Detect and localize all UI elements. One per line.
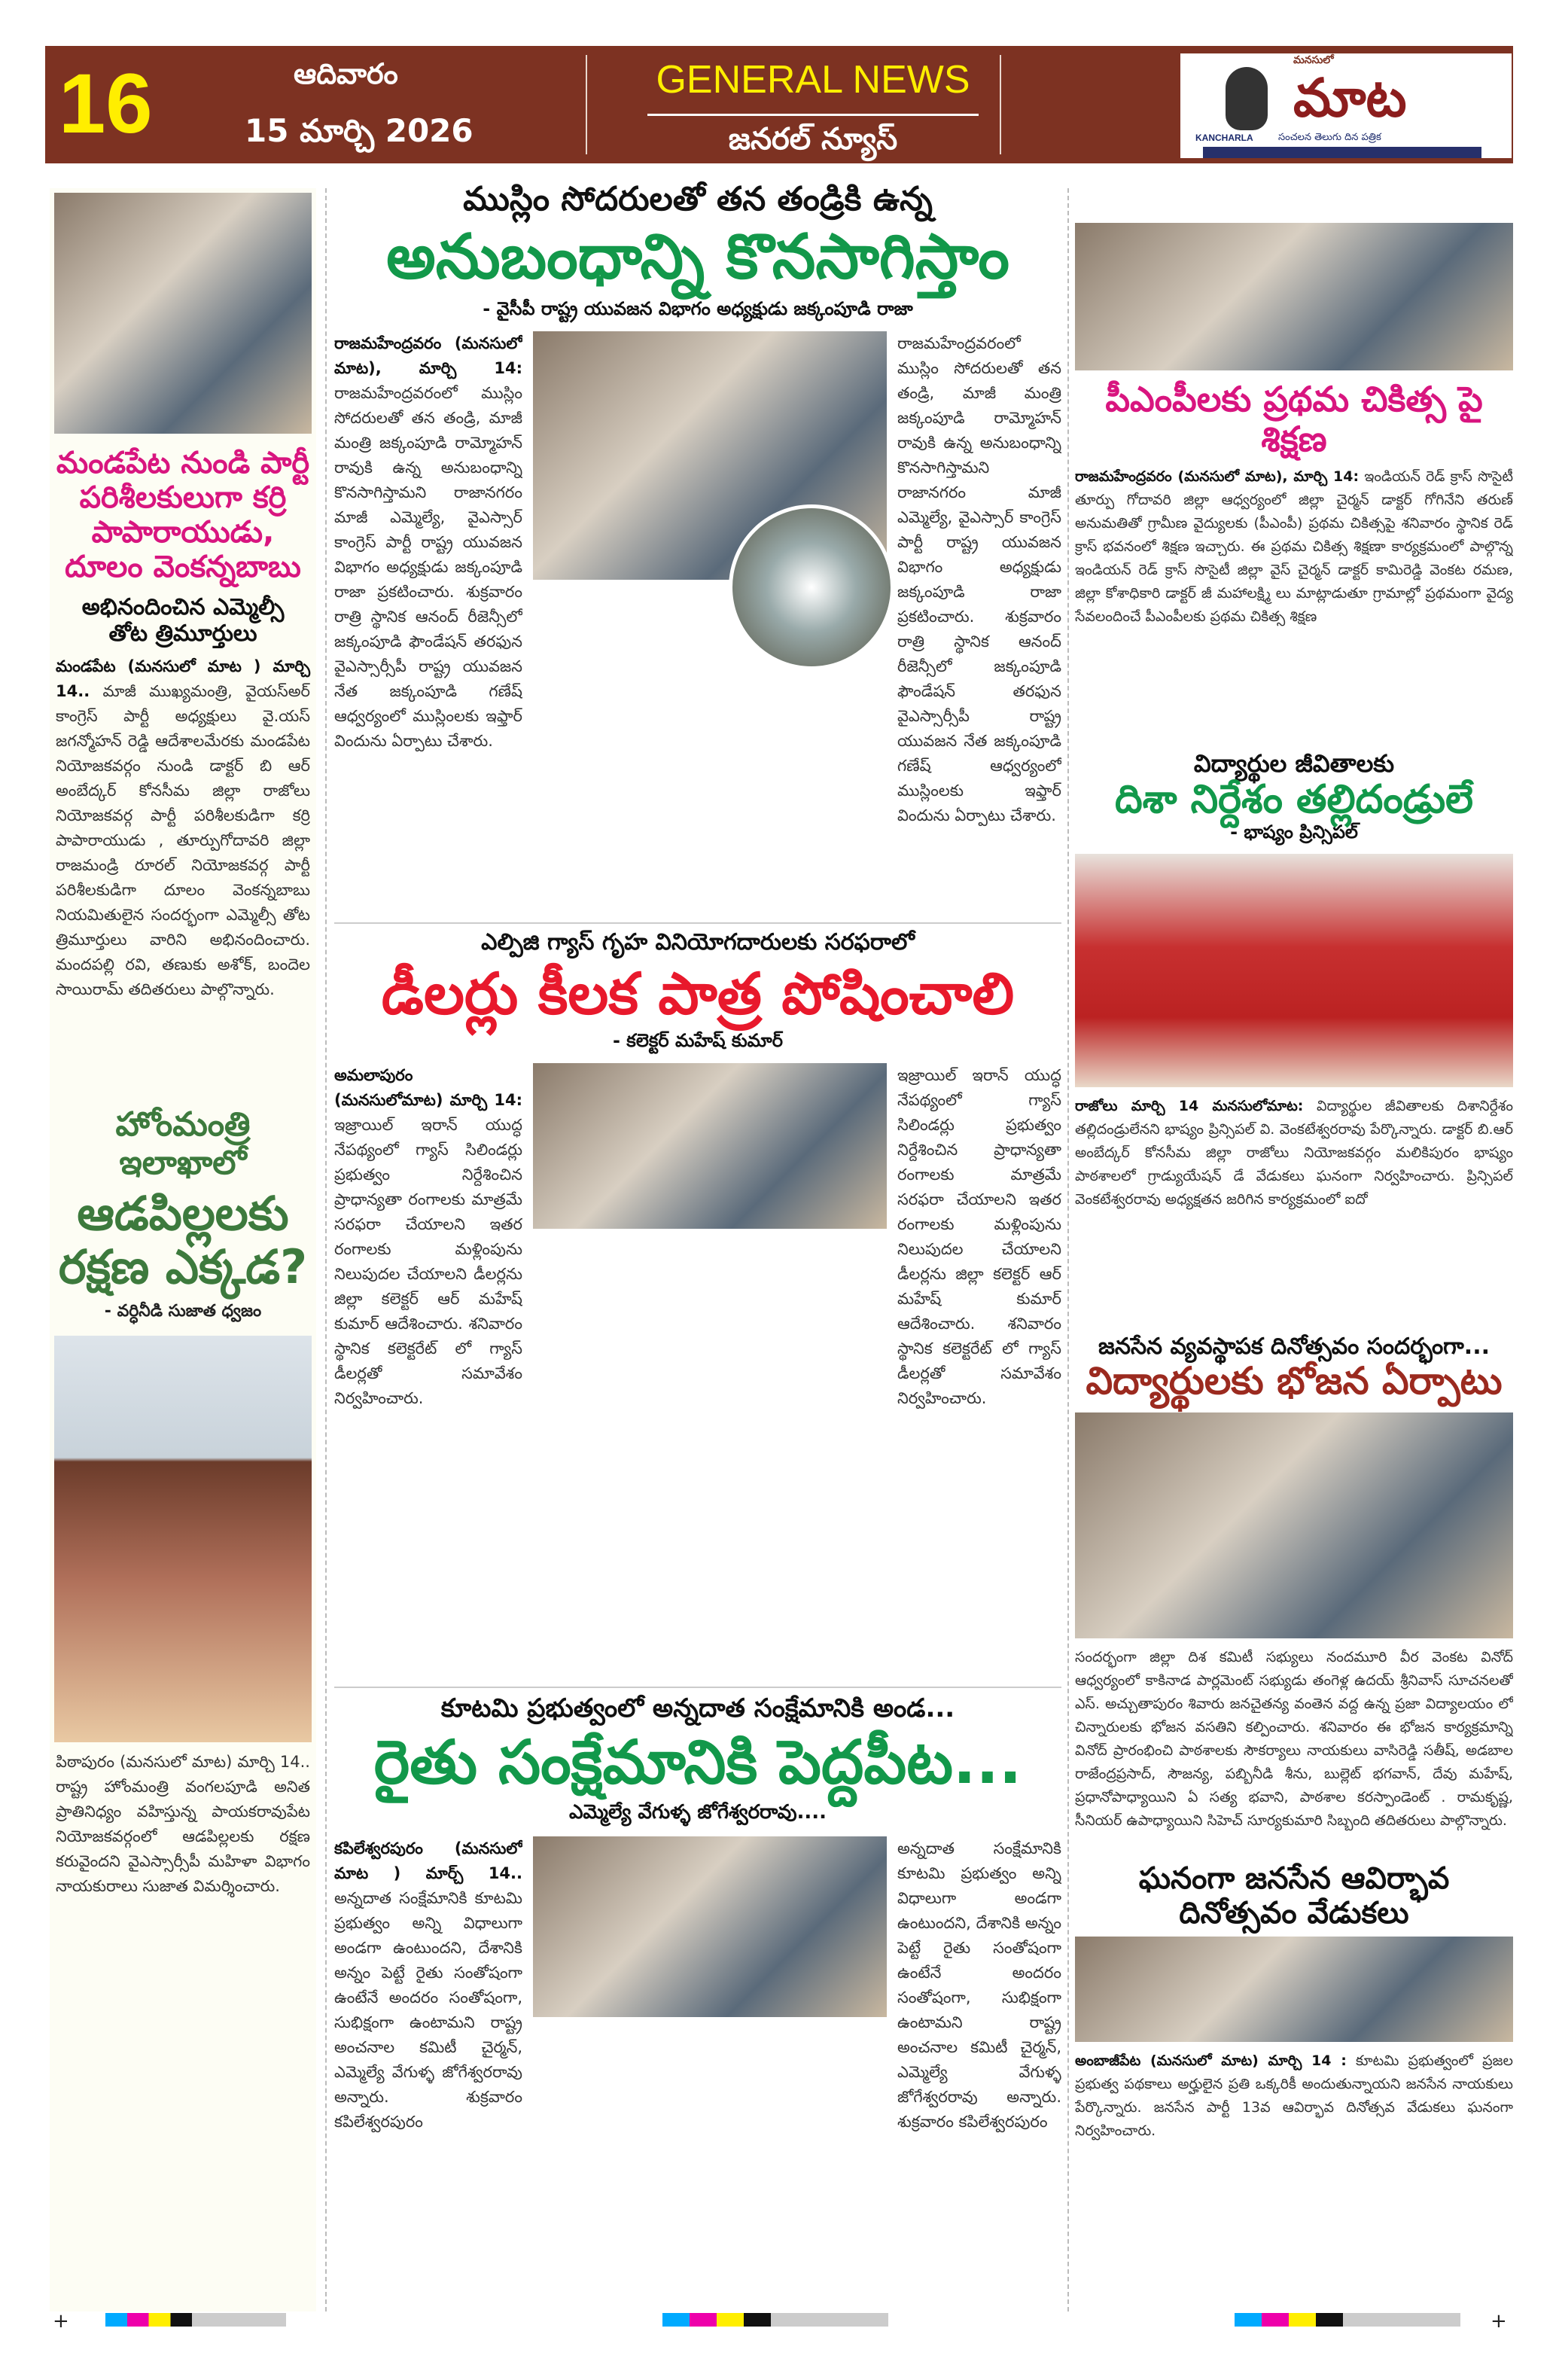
article-text: విద్యార్థుల జీవితాలకు దిశానిర్దేశం తల్లిదండ్రులేనని భాష్యం ప్రిన్సిపల్ వి. వెంకటేశ్వరరావు పేర్కొన్నారు. డాక్టర్ బి.ఆర్ అంబేద్కర్ కోనసీమ జిల్లా రాజోలు నియోజకవర్గం మలికిపురం భాష్యం పాఠశాలలో గ్రాడ్యుయేషన్ డే వేడుకలు ఘనంగా నిర్వహించారు. ప్రిన్సిపల్ వెంకటేశ్వరరావు అధ్యక్షతన జరిగిన కార్యక్రమంలో ఐదో [1075,1097,1513,1208]
byline: ఎమ్మెల్యే వేగుళ్ళ జోగేశ్వరరావు.... [568,1801,827,1824]
divider [586,55,587,154]
article-kicker: కూటమి ప్రభుత్వంలో అన్నదాత సంక్షేమానికి అండ... [440,1693,955,1723]
article-headline: దిశా నిర్దేశం తల్లిదండ్రులే [1114,776,1474,822]
founder-portrait-icon [1226,67,1268,130]
column-divider [325,188,327,2311]
page-number: 16 [59,56,153,151]
divider [647,114,979,116]
dateline: రాజమహేంద్రవరం (మనసులో మాట), మార్చి 14: [334,334,522,378]
article-kicker: జనసేన వ్యవస్థాపక దినోత్సవం సందర్భంగా... [1098,1333,1490,1360]
article-body [1075,2049,1513,2298]
article-body-col3: అన్నదాత సంక్షేమానికి కూటమి ప్రభుత్వం అన్ని విధాలుగా అండగా ఉంటుందని, దేశానికి అన్నం పెట్టే రైతు సంతోషంగా ఉంటేనే అందరం సంతోషంగా, సుభిక్షంగా ఉంటామని రాష్ట్ర అంచనాల కమిటీ చైర్మన్, ఎమ్మెల్యే వేగుళ్ళ జోగేశ్వరరావు అన్నారు. శుక్రవారం కపిలేశ్వరపురం [897,1839,1061,2131]
article-headline: మండపేట నుండి పార్టీ పరిశీలకులుగా కర్రి పాపారాయుడు, దూలం వెంకన్నబాబు [56,446,310,584]
article-subheadline: అభినందించిన ఎమ్మెల్సీ తోట త్రిమూర్తులు [81,594,285,647]
article-text: మాజీ ముఖ్యమంత్రి, వైయస్అర్ కాంగ్రెస్ పార్టీ అధ్యక్షులు వై.యస్ జగన్మోహన్ రెడ్డి ఆదేశాలమేరకు మండపేట నియోజకవర్గం నుండి డాక్టర్ బి ఆర్ అంబేద్కర్ కోనసీమ జిల్లా రాజోలు నియోజకవర్గ పార్టీ పరిశీలకుడిగా కర్రి పాపారాయుడు , తూర్పుగోదావరి జిల్లా రాజమండ్రి రూరల్ నియోజకవర్గ పార్టీ పరిశీలకుడిగా దూలం వెంకన్నబాబు నియమితులైన సందర్భంగా ఎమ్మెల్సీ తోట త్రిమూర్తులు వారిని అభినందించారు. [56,682,310,949]
divider [1000,55,1001,154]
logo-brand: KANCHARLA [1195,133,1253,143]
masthead-bar [45,46,1513,163]
byline: - వైసీపీ రాష్ట్ర యువజన విభాగం అధ్యక్షుడు జక్కంపూడి రాజా [483,297,913,319]
woman-portrait-photo [54,1336,312,1742]
article-headline: రైతు సంక్షేమానికి పెద్దపీట... [373,1727,1022,1798]
farmer-article [334,1687,1061,2281]
article-text-closing: నాయకులు వాసిరెడ్డి సతీష్, అడబాల రాజేంద్రప్రసాద్, సౌజన్య, పబ్బినీడి శీను, బుల్లెట్ భగవాన్, దేవు మహేష్, ప్రధానోపాధ్యాయిని ఏ సత్య భవాని, పాఠశాల కరస్పాండెంట్ . రామకృష్ణ, సీనియర్ ఉపాధ్యాయిని సిహెచ్ సూర్యకుమారి సిబ్బంది తదితరులు పాల్గొన్నారు. [1075,1742,1513,1829]
article-headline: డీలర్లు కీలక పాత్ర పోషించాలి [381,959,1015,1027]
article-body [1075,465,1513,744]
training-group-photo [1075,223,1513,370]
article-body [1075,1646,1513,1857]
article-text: రాజమహేంద్రవరంలో ముస్లిం సోదరులతో తన తండ్రి, మాజీ మంత్రి జక్కంపూడి రామ్మోహన్ రావుకి ఉన్న అనుబంధాన్ని కొనసాగిస్తామని రాజానగరం మాజీ ఎమ్మెల్యే, వైఎస్సార్ కాంగ్రెస్ పార్టీ రాష్ట్ర యువజన విభాగం అధ్యక్షుడు జక్కంపూడి రాజా ప్రకటించారు. శుక్రవారం రాత్రి స్థానిక ఆనంద్ రీజెన్సీలో జక్కంపూడి ఫౌండేషన్ తరఫున వైఎస్సార్సీపీ రాష్ట్ర యువజన నేత జక్కంపూడి గణేష్ ఆధ్వర్యంలో ముస్లింలకు ఇఫ్తార్ విందును ఏర్పాటు చేశారు. [334,384,522,751]
color-bar [105,2313,286,2327]
newspaper-logo[interactable] [1180,53,1512,158]
section-title-te: జనరల్ న్యూస్ [728,122,898,157]
article-text: సందర్భంగా జిల్లా దిశ కమిటీ సభ్యులు నందమూరి వీర వెంకట వినోద్ ఆధ్వర్యంలో కాకినాడ పార్లమెంట్ సభ్యుడు తంగెళ్ల ఉదయ్ శ్రీనివాస్ సూచనలతో ఎస్. అచ్చుతాపురం శివారు జనచైతన్య వంతెన వద్ద ఉన్న ప్రజా విద్యాలయం లో చిన్నారులకు భోజన వసతిని కల్పించారు. శనివారం ఈ భోజన కార్యక్రమాన్ని వినోద్ ప్రారంభించి పాఠశాలకు సౌకర్యాలు [1075,1648,1513,1759]
issue-date: 15 మార్చి 2026 [245,112,473,149]
article-headline: పీఎంపీలకు ప్రథమ చికిత్స పై శిక్షణ [1105,379,1483,459]
collector-meeting-photo [533,1063,887,1229]
right-column [1075,223,1513,2298]
dateline: అమలాపురం (మనసులోమాట) మార్చి 14: [334,1066,522,1110]
dateline: రాజోలు మార్చి 14 మనసులోమాట: [1075,1097,1304,1114]
byline: - కలెక్టర్ మహేష్ కుమార్ [612,1029,784,1051]
logo-tagline: సంచలన తెలుగు దిన పత్రిక [1278,132,1381,143]
issue-day: ఆదివారం [294,57,398,90]
lpg-article [334,922,1061,1665]
article-body-col1 [334,1063,522,1665]
article-text: ఇజ్రాయిల్ ఇరాన్ యుద్ధ నేపథ్యంలో గ్యాస్ సిలిండర్లు ప్రభుత్వం నిర్దేశించిన ప్రాధాన్యతా రంగాలకు మాత్రమే సరఫరా చేయాలని ఇతర రంగాలకు మళ్లింపును నిలుపుదల చేయాలని డీలర్లను జిల్లా కలెక్టర్ ఆర్ మహేష్ కుమార్ ఆదేశించారు. శనివారం స్థానిక కలెక్టరేట్ లో గ్యాస్ డీలర్లతో సమావేశం నిర్వహించారు. [334,1116,522,1408]
article-body-col3: ఇజ్రాయిల్ ఇరాన్ యుద్ధ నేపథ్యంలో గ్యాస్ సిలిండర్లు ప్రభుత్వం నిర్దేశించిన ప్రాధాన్యతా రంగాలకు మాత్రమే సరఫరా చేయాలని ఇతర రంగాలకు మళ్లింపును నిలుపుదల చేయాలని డీలర్లను జిల్లా కలెక్టర్ ఆర్ మహేష్ కుమార్ ఆదేశించారు. శనివారం స్థానిక కలెక్టరేట్ లో గ్యాస్ డీలర్లతో సమావేశం నిర్వహించారు. [897,1066,1061,1408]
color-bar [662,2313,888,2327]
logo-bar [1203,147,1481,158]
article-headline: విద్యార్థులకు భోజన ఏర్పాటు [1086,1359,1503,1403]
lead-article [334,181,1061,888]
article-kicker: విద్యార్థుల జీవితాలకు [1193,748,1395,778]
janasena-celebration-photo [1075,1937,1513,2042]
registration-mark-icon: + [53,2310,69,2333]
article-kicker: హోంమంత్రి ఇలాఖాలో [115,1105,251,1182]
article-body [1075,1095,1513,1328]
article-kicker: ఎల్పిజి గ్యాస్ గృహ వినియోగదారులకు సరఫరాలో [481,929,915,955]
article-body [50,647,316,1099]
article-text: అన్నదాత సంక్షేమానికి కూటమి ప్రభుత్వం అన్ని విధాలుగా అండగా ఉంటుందని, దేశానికి అన్నం పెట్టే రైతు సంతోషంగా ఉంటేనే అందరం సంతోషంగా, సుభిక్షంగా ఉంటామని రాష్ట్ర అంచనాల కమిటీ చైర్మన్, ఎమ్మెల్యే వేగుళ్ళ జోగేశ్వరరావు అన్నారు. శుక్రవారం కపిలేశ్వరపురం [334,1888,522,2131]
logo-small-text: మనసులో [1293,54,1334,66]
article-headline: అనుబంధాన్ని కొనసాగిస్తాం [386,221,1009,293]
article-headline: ఆడపిల్లలకు రక్షణ ఎక్కడ? [58,1186,308,1295]
color-bar [1235,2313,1460,2327]
logo-title: మాట [1293,66,1407,129]
graduation-day-photo [1075,854,1513,1087]
article-text: ఇండియన్ రెడ్ క్రాస్ సొసైటీ తూర్పు గోదావరి జిల్లా ఆధ్వర్యంలో జిల్లా చైర్మన్ డాక్టర్ గోగినేని తరుణ్ అనుమతితో గ్రామీణ వైద్యులకు (పీఎంపీ) ప్రథమ చికిత్సపై శనివారం స్థానిక రెడ్ క్రాస్ భవనంలో శిక్షణ ఇచ్చారు. ఈ ప్రథమ చికిత్స శిక్షణా కార్యక్రమంలో పాల్గొన్న ఇండియన్ రెడ్ క్రాస్ సొసైటీ జిల్లా వైస్ చైర్మన్ డాక్టర్ కామిరెడ్డి వెంకట రమణ, జిల్లా కోశాధికారి డాక్టర్ జీ మహాలక్ష్మి లు మాట్లాడుతూ గ్రామాల్లో ప్రథమంగా వైద్య సేవలందించే పీఎంపీలకు ప్రథమ చికిత్స శిక్షణ [1075,468,1513,625]
article-body-col3: రాజమహేంద్రవరంలో ముస్లిం సోదరులతో తన తండ్రి, మాజీ మంత్రి జక్కంపూడి రామ్మోహన్ రావుకి ఉన్న అనుబంధాన్ని కొనసాగిస్తామని రాజానగరం మాజీ ఎమ్మెల్యే, వైఎస్సార్ కాంగ్రెస్ పార్టీ రాష్ట్ర యువజన విభాగం అధ్యక్షుడు జక్కంపూడి రాజా ప్రకటించారు. శుక్రవారం రాత్రి స్థానిక ఆనంద్ రీజెన్సీలో జక్కంపూడి ఫౌండేషన్ తరఫున వైఎస్సార్సీపీ రాష్ట్ర యువజన నేత జక్కంపూడి గణేష్ ఆధ్వర్యంలో ముస్లింలకు ఇఫ్తార్ విందును ఏర్పాటు చేశారు. [897,334,1061,825]
article-headline: ఘనంగా జనసేన ఆవిర్భావ దినోత్సవం వేడుకలు [1138,1860,1450,1931]
article-text: కూటమి ప్రభుత్వంలో ప్రజల ప్రభుత్వ పథకాలు అర్హులైన ప్రతి ఒక్కరికీ అందుతున్నాయని జనసేన నాయకులు పేర్కొన్నారు. జనసేన పార్టీ 13వ ఆవిర్భావ దినోత్సవ వేడుకలు ఘనంగా నిర్వహించారు. [1075,2052,1513,2139]
dateline: రాజమహేంద్రవరం (మనసులో మాట), మార్చి 14: [1075,468,1360,485]
byline: - వర్ధినీడి సుజాత ధ్వజం [104,1301,262,1321]
dateline: మండపేట (మనసులో మాట ) మార్చి 14.. [56,657,310,700]
column-divider [1067,188,1069,2311]
registration-mark-icon: + [1491,2310,1507,2333]
article-body: పిఠాపురం (మనసులో మాట) మార్చి 14.. రాష్ట్ర హోంమంత్రి వంగలపూడి అనిత ప్రాతినిధ్యం వహిస్తున్న పాయకరావుపేట నియోజకవర్గంలో ఆడపిల్లలకు రక్షణ కరువైందని వైఎస్సార్సీపీ మహిళా విభాగం నాయకురాలు సుజాత విమర్శించారు. [56,1753,310,1896]
party-members-photo [54,193,312,434]
section-title-en: GENERAL NEWS [656,58,970,102]
meal-serving-photo [1075,1412,1513,1638]
byline: - భాష్యం ప్రిన్సిపల్ [1230,821,1358,843]
article-text-closing: మందపల్లి రవి, తణుకు అశోక్, బందెల సాయిరామ్ తదితరులు పాల్గొన్నారు. [56,955,310,998]
iftar-crowd-inset-photo [729,504,894,670]
article-body-col1 [334,1836,522,2281]
article-kicker: ముస్లిం సోదరులతో తన తండ్రికి ఉన్న [463,180,933,218]
article-body-col1 [334,331,522,888]
dateline: కపిలేశ్వరపురం (మనసులో మాట ) మార్చ్ 14.. [334,1839,522,1882]
left-column [50,188,316,2311]
cheque-distribution-photo [533,1836,887,2017]
dateline: అంబాజీపేట (మనసులో మాట) మార్చి 14 : [1075,2052,1347,2069]
